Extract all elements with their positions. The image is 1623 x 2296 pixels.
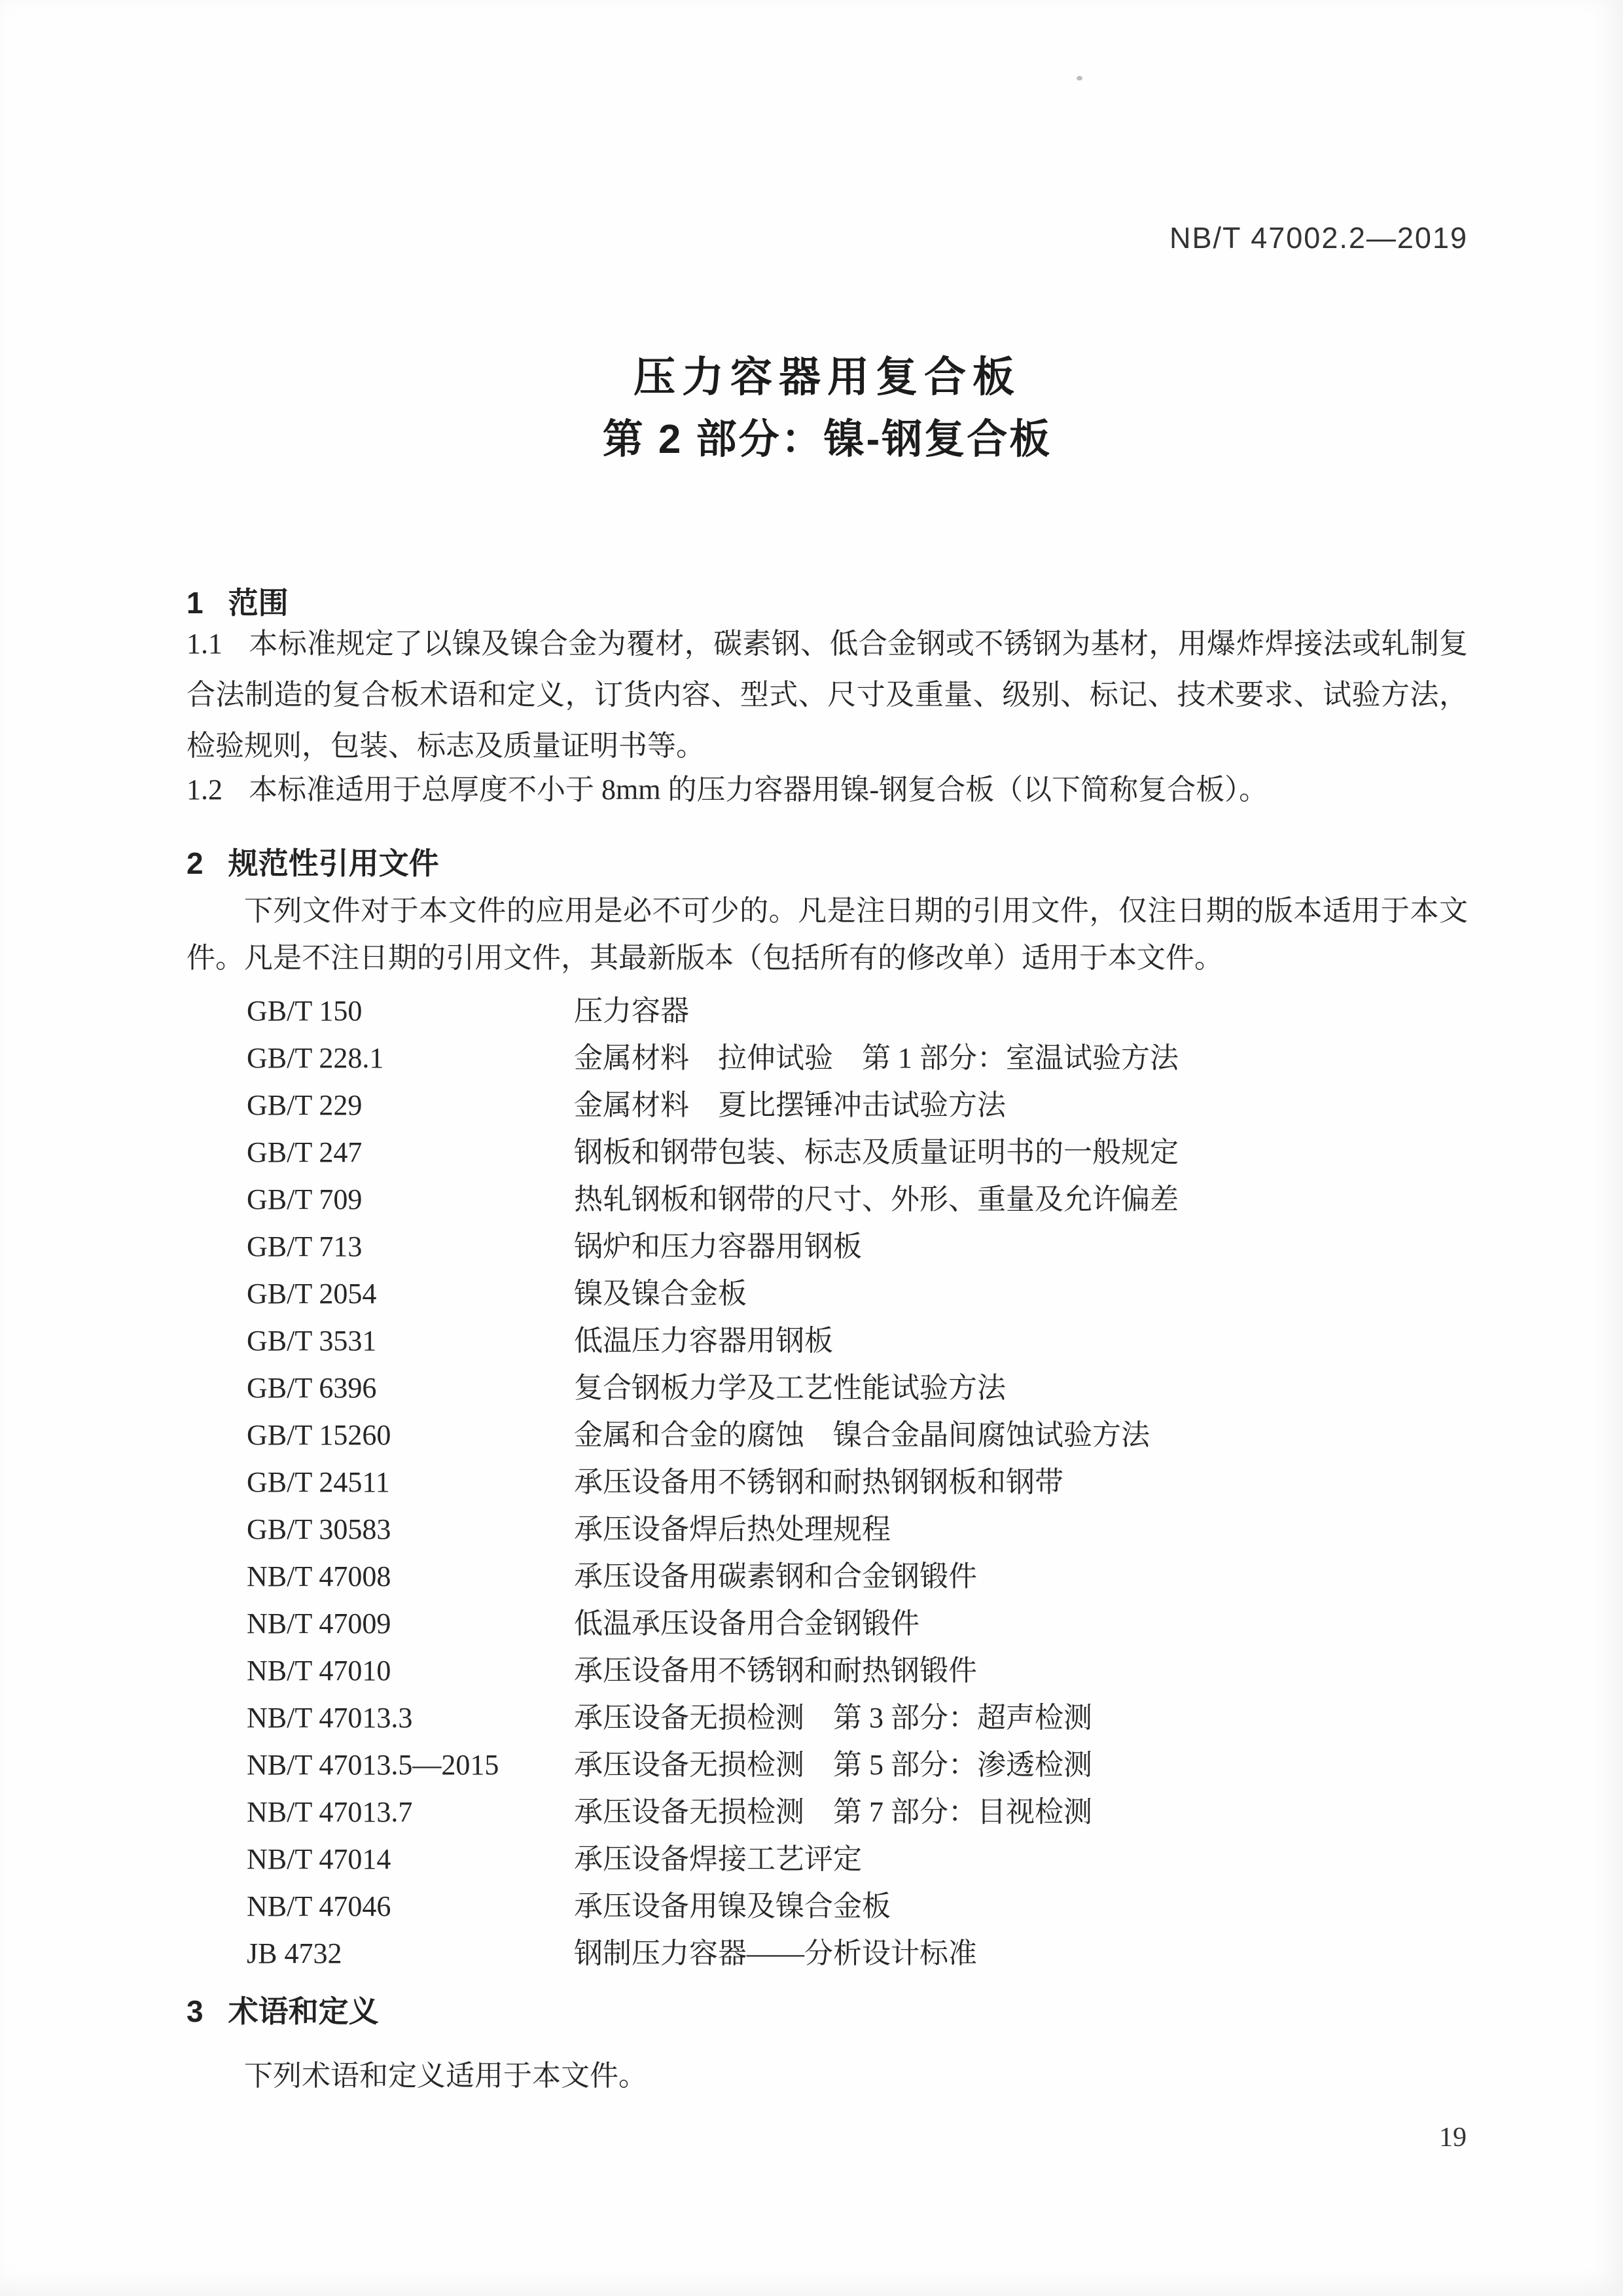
reference-title: 承压设备焊接工艺评定 [574,1843,862,1875]
reference-item [187,1553,1468,1600]
reference-item [187,1459,1468,1506]
reference-title: 承压设备用不锈钢和耐热钢钢板和钢带 [574,1466,1063,1498]
reference-title: 承压设备无损检测 第 7 部分：目视检测 [574,1796,1092,1828]
reference-item [187,1365,1468,1412]
reference-title: 低温压力容器用钢板 [574,1325,833,1357]
page-number: 19 [1439,2123,1467,2153]
section-1-number: 1 [187,586,204,620]
reference-code: GB/T 709 [247,1183,363,1215]
reference-title: 低温承压设备用合金钢锻件 [574,1607,919,1640]
title-line-2: 第 2 部分：镍-钢复合板 [602,417,1052,462]
section-3-intro: 下列术语和定义适用于本文件。 [244,2060,647,2092]
reference-code: NB/T 47009 [247,1607,391,1640]
reference-title: 钢制压力容器——分析设计标准 [574,1937,977,1969]
reference-title: 钢板和钢带包装、标志及质量证明书的一般规定 [574,1136,1179,1168]
reference-title: 金属材料 夏比摆锤冲击试验方法 [574,1089,1006,1121]
reference-code: GB/T 229 [247,1089,363,1121]
reference-item [187,1695,1468,1742]
clause-1-1-number: 1.1 [187,628,223,660]
clause-1-1 [187,619,1468,772]
reference-code: GB/T 247 [247,1136,363,1168]
section-3-heading [187,1988,1468,2031]
reference-item [187,1600,1468,1647]
reference-item [187,1223,1468,1270]
reference-code: GB/T 150 [247,995,363,1027]
section-1-title: 范围 [228,586,289,620]
reference-title: 热轧钢板和钢带的尺寸、外形、重量及允许偏差 [574,1183,1179,1215]
section-1-heading [187,579,1468,622]
section-3-number: 3 [187,1994,204,2028]
reference-item [187,988,1468,1035]
reference-item [187,1176,1468,1223]
reference-list [187,988,1468,1977]
section-2-intro: 下列文件对于本文件的应用是必不可少的。凡是注日期的引用文件，仅注日期的版本适用于本文件。凡是不注日期的引用文件，其最新版本（包括所有的修改单）适用于本文件。 [187,895,1468,974]
reference-code: GB/T 15260 [247,1419,391,1451]
reference-title: 复合钢板力学及工艺性能试验方法 [574,1372,1006,1404]
reference-item [187,1742,1468,1789]
reference-item [187,1129,1468,1176]
reference-code: GB/T 713 [247,1230,363,1263]
reference-item [187,1412,1468,1459]
reference-item [187,1647,1468,1695]
reference-code: JB 4732 [247,1937,342,1969]
reference-title: 承压设备焊后热处理规程 [574,1513,891,1545]
clause-1-1-text: 本标准规定了以镍及镍合金为覆材，碳素钢、低合金钢或不锈钢为基材，用爆炸焊接法或轧制复合法制造的复合板术语和定义，订货内容、型式、尺寸及重量、级别、标记、技术要求、试验方法，检验规则，包装、标志及质量证明书等。 [187,628,1468,762]
reference-item [187,1082,1468,1129]
reference-code: NB/T 47008 [247,1560,391,1592]
reference-item [187,1930,1468,1977]
reference-title: 承压设备用碳素钢和合金钢锻件 [574,1560,977,1592]
reference-code: NB/T 47013.7 [247,1796,413,1828]
reference-code: GB/T 228.1 [247,1042,384,1074]
reference-item [187,1318,1468,1365]
reference-code: NB/T 47013.5—2015 [247,1749,499,1781]
reference-code: GB/T 6396 [247,1372,377,1404]
reference-code: GB/T 30583 [247,1513,391,1545]
clause-1-2 [187,764,1468,816]
reference-code: NB/T 47046 [247,1890,391,1922]
reference-title: 镍及镍合金板 [574,1278,747,1310]
reference-code: NB/T 47014 [247,1843,391,1875]
section-2-title: 规范性引用文件 [228,846,439,880]
reference-title: 锅炉和压力容器用钢板 [574,1230,862,1263]
reference-title: 压力容器 [574,995,689,1027]
clause-1-2-text: 本标准适用于总厚度不小于 8mm 的压力容器用镍-钢复合板（以下简称复合板）。 [249,774,1268,806]
reference-code: GB/T 3531 [247,1325,377,1357]
section-3-title: 术语和定义 [228,1994,379,2028]
section-2-heading [187,840,1468,883]
reference-title: 承压设备用不锈钢和耐热钢锻件 [574,1655,977,1687]
reference-code: GB/T 2054 [247,1278,377,1310]
reference-code: GB/T 24511 [247,1466,390,1498]
reference-code: NB/T 47010 [247,1655,391,1687]
reference-item [187,1270,1468,1318]
reference-item [187,1035,1468,1082]
clause-1-2-number: 1.2 [187,774,223,806]
reference-title: 金属和合金的腐蚀 镍合金晶间腐蚀试验方法 [574,1419,1150,1451]
reference-item [187,1836,1468,1883]
reference-item [187,1506,1468,1553]
reference-item [187,1883,1468,1930]
reference-code: NB/T 47013.3 [247,1702,413,1734]
reference-item [187,1789,1468,1836]
title-line-1: 压力容器用复合板 [633,353,1021,401]
page-content [187,0,1468,2296]
reference-title: 承压设备无损检测 第 3 部分：超声检测 [574,1702,1092,1734]
reference-title: 金属材料 拉伸试验 第 1 部分：室温试验方法 [574,1042,1179,1074]
section-2-number: 2 [187,846,204,880]
reference-title: 承压设备用镍及镍合金板 [574,1890,891,1922]
standard-code-header: NB/T 47002.2—2019 [1169,221,1468,255]
reference-title: 承压设备无损检测 第 5 部分：渗透检测 [574,1749,1092,1781]
